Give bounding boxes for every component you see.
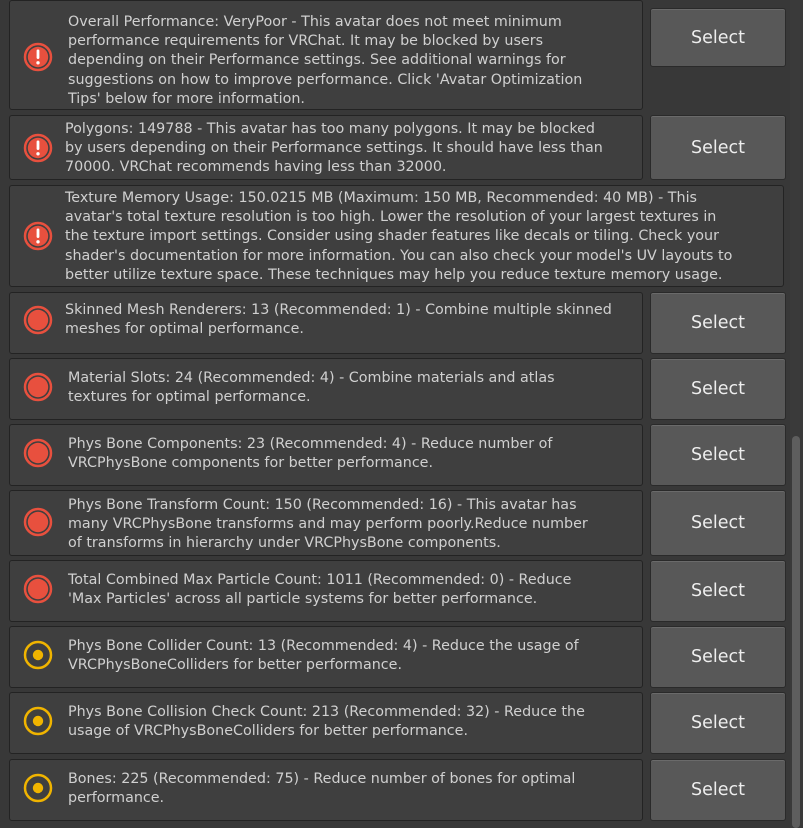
warning-message-line: shader's documentation for more information. You can also check your model's UV layouts to [65, 247, 733, 264]
yellow-circle-icon [23, 706, 53, 736]
select-button[interactable]: Select [650, 759, 786, 821]
warning-message [68, 496, 588, 554]
warning-message-line: by users depending on their Performance settings. It should have less than [65, 140, 603, 157]
warning-message-line: textures for optimal performance. [68, 389, 311, 406]
yellow-circle-icon [23, 773, 53, 803]
warning-message-line: usage of VRCPhysBoneColliders for better performance. [68, 723, 468, 740]
red-circle-icon [23, 372, 53, 402]
warning-message-line: Total Combined Max Particle Count: 1011 (Recommended: 0) - Reduce [68, 572, 572, 588]
warning-message-line: Texture Memory Usage: 150.0215 MB (Maximum: 150 MB, Recommended: 40 MB) - This [65, 190, 698, 206]
warning-message-line: Polygons: 149788 - This avatar has too many polygons. It may be blocked [65, 121, 596, 137]
warning-message [68, 369, 555, 407]
warning-message-line: many VRCPhysBone transforms and may perform poorly.Reduce number [68, 516, 588, 533]
select-button[interactable]: Select [650, 424, 786, 486]
warning-message-line: Phys Bone Transform Count: 150 (Recommended: 16) - This avatar has [68, 497, 577, 513]
warning-message-line: Tips' below for more information. [68, 90, 305, 107]
yellow-circle-icon [23, 706, 53, 736]
error-exclamation-icon [23, 42, 53, 72]
red-circle-icon [23, 574, 53, 604]
warning-message [68, 770, 575, 808]
warning-box [9, 560, 643, 622]
red-circle-icon [23, 507, 53, 537]
warning-message-line: VRCPhysBone components for better performance. [68, 455, 434, 472]
warning-message [68, 13, 582, 109]
select-button[interactable]: Select [650, 8, 786, 67]
warning-message-line: performance requirements for VRChat. It may be blocked by users [68, 33, 544, 50]
error-exclamation-icon [23, 133, 53, 163]
warning-box [9, 692, 643, 754]
warning-message-line: better utilize texture space. These techniques may help you reduce texture memory usage. [65, 266, 723, 283]
warning-message [65, 301, 612, 339]
red-circle-icon [23, 305, 53, 335]
error-exclamation-icon [23, 221, 53, 251]
warning-box [9, 759, 643, 821]
select-button[interactable]: Select [650, 358, 786, 420]
warning-message-line: meshes for optimal performance. [65, 321, 304, 338]
warning-message [68, 703, 585, 741]
warning-box [9, 0, 643, 110]
warning-message-line: 'Max Particles' across all particle systems for better performance. [68, 591, 538, 608]
warning-message-line: the texture import settings. Consider using shader features like decals or tiling. Check your [65, 228, 719, 245]
warning-box [9, 626, 643, 688]
red-circle-icon [23, 507, 53, 537]
select-button[interactable]: Select [650, 560, 786, 622]
warning-message-line: Material Slots: 24 (Recommended: 4) - Combine materials and atlas [68, 370, 555, 386]
red-circle-icon [23, 305, 53, 335]
warning-message-line: Phys Bone Collider Count: 13 (Recommended: 4) - Reduce the usage of [68, 638, 579, 654]
warning-box [9, 115, 643, 180]
yellow-circle-icon [23, 640, 53, 670]
red-circle-icon [23, 574, 53, 604]
warning-message-line: Phys Bone Collision Check Count: 213 (Recommended: 32) - Reduce the [68, 704, 585, 720]
error-exclamation-icon [23, 133, 53, 163]
warning-message [65, 120, 603, 178]
warning-message [65, 189, 732, 285]
warning-message [68, 637, 579, 675]
warning-message-line: Phys Bone Components: 23 (Recommended: 4) - Reduce number of [68, 436, 553, 452]
warning-message-line: avatar's total texture resolution is too high. Lower the resolution of your largest textures in [65, 209, 717, 226]
warning-message-line: 70000. VRChat recommends having less than 32000. [65, 159, 447, 176]
warning-box [9, 490, 643, 556]
red-circle-icon [23, 372, 53, 402]
warning-message-line: VRCPhysBoneColliders for better performance. [68, 657, 402, 674]
warning-message-line: Skinned Mesh Renderers: 13 (Recommended: 1) - Combine multiple skinned [65, 302, 612, 318]
red-circle-icon [23, 438, 53, 468]
select-button[interactable]: Select [650, 115, 786, 180]
error-exclamation-icon [23, 221, 53, 251]
yellow-circle-icon [23, 773, 53, 803]
yellow-circle-icon [23, 640, 53, 670]
warning-box [9, 424, 643, 486]
warning-box [9, 292, 643, 354]
scrollbar-thumb[interactable] [792, 436, 800, 828]
select-button[interactable]: Select [650, 292, 786, 354]
warning-message-line: performance. [68, 790, 165, 807]
warning-message-line: Overall Performance: VeryPoor - This avatar does not meet minimum [68, 14, 562, 30]
warning-message-line: suggestions on how to improve performance. Click 'Avatar Optimization [68, 71, 583, 88]
red-circle-icon [23, 438, 53, 468]
warning-box [9, 185, 784, 287]
warning-message [68, 571, 571, 609]
error-exclamation-icon [23, 42, 53, 72]
select-button[interactable]: Select [650, 490, 786, 556]
warning-box [9, 358, 643, 420]
warning-message [68, 435, 552, 473]
warning-message-line: of transforms in hierarchy under VRCPhysBone components. [68, 535, 501, 552]
warning-message-line: depending on their Performance settings. See additional warnings for [68, 52, 566, 69]
select-button[interactable]: Select [650, 692, 786, 754]
warning-message-line: Bones: 225 (Recommended: 75) - Reduce number of bones for optimal [68, 771, 576, 787]
select-button[interactable]: Select [650, 626, 786, 688]
